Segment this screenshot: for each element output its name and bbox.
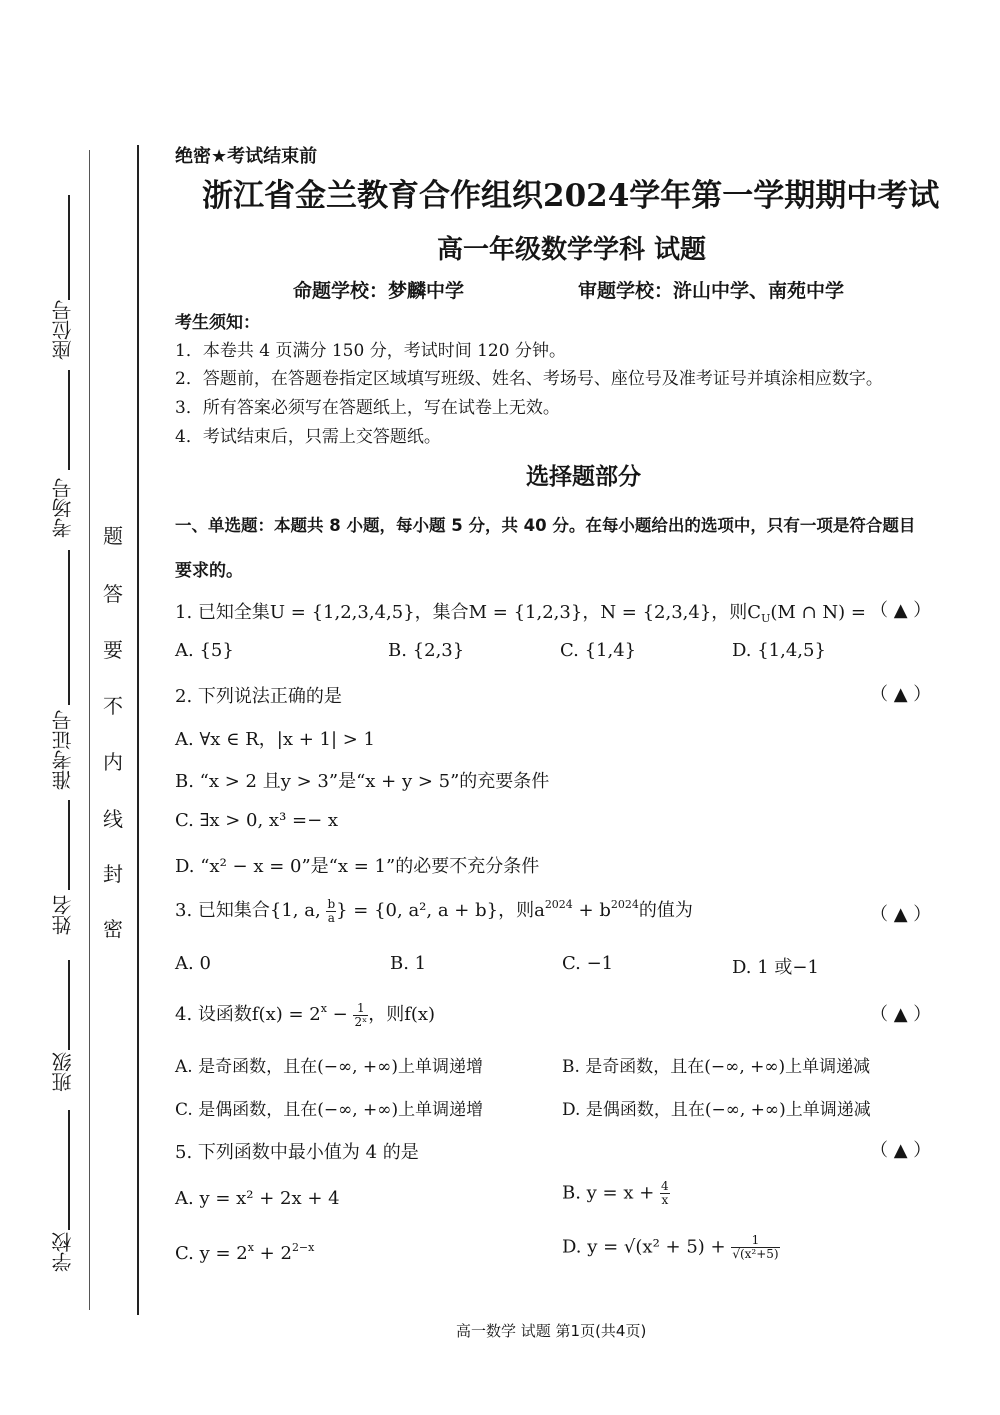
seat-number-label: 座位号: [51, 300, 75, 360]
subtitle: 高一年级数学学科 试题: [437, 235, 707, 265]
answer-mark-q2: （ ▲ ）: [870, 684, 932, 705]
seal-char: 不: [103, 694, 123, 718]
notice-item: 3．所有答案必须写在答题纸上，写在试卷上无效。: [175, 398, 560, 418]
secret-tag: 绝密★考试结束前: [175, 146, 318, 167]
q3-option-c: C. −1: [562, 953, 614, 974]
question-4-stem: 4. 设函数$f(x) = 2^x$ − $\frac{1}{\text{2ˣ}}$ ，则f(x): [175, 1000, 436, 1029]
page-footer: 高一数学 试题 第1页(共4页): [456, 1322, 647, 1340]
question-2-stem: 2. 下列说法正确的是: [175, 686, 342, 707]
q2-option-a: A. ∀x ∈ R，|x + 1| > 1: [175, 729, 376, 750]
q5-option-b: B. y = x + $\frac{4}{x}$: [562, 1179, 669, 1207]
part1-instruction: 一、单选题：本题共 8 小题，每小题 5 分，共 40 分。在每小题给出的选项中，只有一项是符合题目: [175, 516, 916, 535]
q5-option-a: A. y = x² + 2x + 4: [175, 1188, 340, 1209]
q2-option-d: D. “x² − x = 0”是“x = 1”的必要不充分条件: [175, 856, 540, 877]
q1-option-a: A. {5}: [175, 640, 234, 661]
q2-option-c: C. ∃x > 0, x³ =− x: [175, 810, 339, 831]
exam-id-line: [68, 550, 70, 705]
room-number-line: [68, 370, 70, 470]
binding-margin-outer-line: [89, 150, 90, 1310]
q3-option-b: B. 1: [390, 953, 427, 974]
seal-char: 密: [103, 917, 123, 941]
notice-title: 考生须知：: [175, 313, 260, 333]
q2-option-b: B. “x > 2 且y > 3”是“x + y > 5”的充要条件: [175, 771, 550, 792]
notice-item: 4．考试结束后，只需上交答题纸。: [175, 427, 441, 447]
notice-item: 1．本卷共 4 页满分 150 分，考试时间 120 分钟。: [175, 341, 566, 361]
seal-char: 封: [103, 862, 123, 886]
q3-option-d: D. 1 或−1: [732, 957, 819, 978]
school-label: 学校: [51, 1232, 75, 1272]
q5-option-c: C. $y = 2^x + 2^{2-x}$: [175, 1241, 315, 1264]
q4-option-c: C. 是偶函数，且在(−∞, +∞)上单调递增: [175, 1100, 484, 1120]
setter-school: 命题学校：梦麟中学: [293, 280, 465, 302]
q3-option-a: A. 0: [175, 953, 211, 974]
room-number-label: 考场号: [51, 478, 75, 538]
reviewer-school: 审题学校：浒山中学、南苑中学: [578, 280, 845, 302]
exam-id-label: 准考证号: [51, 710, 75, 790]
part1-instruction-cont: 要求的。: [175, 561, 243, 581]
class-label: 班级: [51, 1052, 75, 1092]
seal-char: 线: [103, 807, 123, 831]
answer-mark-q1: （ ▲ ）: [870, 600, 932, 621]
seal-char: 要: [103, 638, 123, 662]
answer-mark-q5: （ ▲ ）: [870, 1140, 932, 1161]
school-line: [68, 1110, 70, 1230]
seal-char: 答: [103, 582, 123, 606]
q1-option-c: C. {1,4}: [560, 640, 637, 661]
answer-mark-q4: （ ▲ ）: [870, 1004, 932, 1025]
section-title: 选择题部分: [526, 463, 641, 490]
q4-option-d: D. 是偶函数，且在(−∞, +∞)上单调递减: [562, 1100, 871, 1120]
q5-option-d: D. y = √(x² + 5) + $\frac{1}{\text{√(x²+5)}}$: [562, 1233, 779, 1261]
name-line: [68, 800, 70, 890]
question-1-stem: 1. 已知全集U = {1,2,3,4,5}，集合M = {1,2,3}，N = {2,3,4}，则$C_U(M$ ∩ N) =: [175, 602, 866, 625]
q4-option-b: B. 是奇函数，且在(−∞, +∞)上单调递减: [562, 1057, 871, 1077]
name-label: 姓名: [51, 895, 75, 935]
q1-option-b: B. {2,3}: [388, 640, 465, 661]
q4-option-a: A. 是奇函数，且在(−∞, +∞)上单调递增: [175, 1057, 483, 1077]
seal-char: 内: [103, 750, 123, 774]
question-5-stem: 5. 下列函数中最小值为 4 的是: [175, 1142, 419, 1163]
question-3-stem: 3. 已知集合{1, a, $\frac{b}{a}$ } = {0, a², a + b}，则$a^{2024} + b^{2024}$的值为: [175, 896, 693, 925]
answer-mark-q3: （ ▲ ）: [870, 904, 932, 925]
q1-option-d: D. {1,4,5}: [732, 640, 826, 661]
seal-char: 题: [103, 524, 123, 548]
seat-number-line: [68, 195, 70, 300]
class-line: [68, 960, 70, 1050]
binding-margin-line: [137, 145, 139, 1315]
main-title: 浙江省金兰教育合作组织2024学年第一学期期中考试: [202, 178, 940, 214]
notice-item: 2．答题前，在答题卷指定区域填写班级、姓名、考场号、座位号及准考证号并填涂相应数字。: [175, 369, 883, 389]
